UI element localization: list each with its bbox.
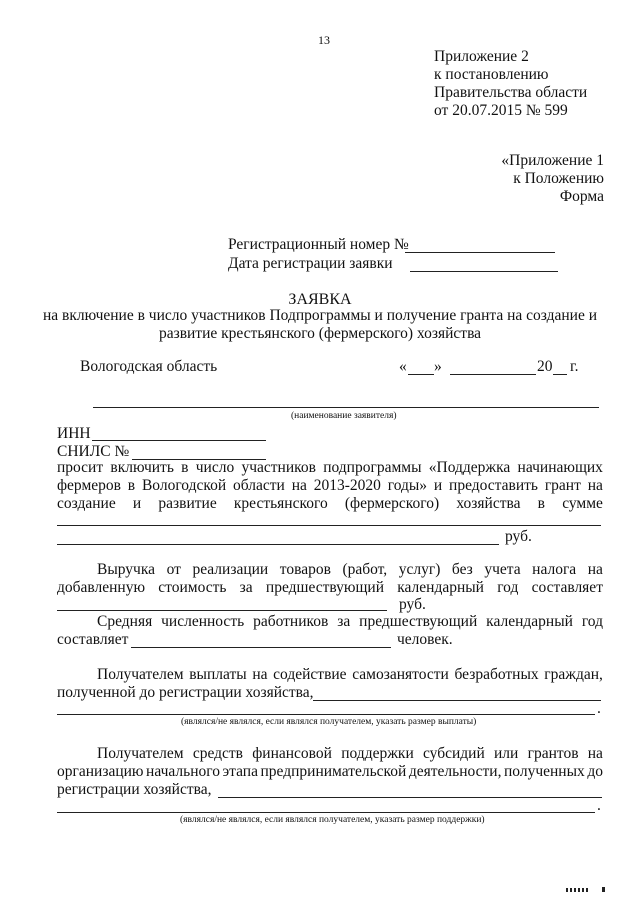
appendix-line-3: Правительства области: [434, 84, 588, 101]
word: без: [451, 561, 473, 578]
word: Получателем: [97, 666, 184, 683]
word: работников: [253, 613, 329, 630]
registration-number-field[interactable]: [405, 252, 555, 253]
word: составляет: [531, 579, 603, 596]
word: Получателем: [97, 745, 184, 762]
word: самозанятости: [352, 666, 449, 683]
employees-line-1: [97, 613, 603, 631]
word: товаров: [279, 561, 331, 578]
revenue-currency: руб.: [399, 596, 426, 613]
word: налога: [532, 561, 577, 578]
year-field[interactable]: [553, 374, 567, 375]
word: на: [587, 745, 603, 762]
registration-number-label: Регистрационный номер №: [228, 236, 409, 253]
revenue-amount-field[interactable]: [57, 610, 387, 611]
revenue-line-2: [57, 579, 603, 597]
support-line-1: [97, 745, 603, 763]
word: области: [233, 477, 285, 494]
word: средств: [192, 745, 243, 762]
support-field-2[interactable]: [57, 812, 595, 813]
word: деятельности,: [408, 763, 502, 780]
date-open-quote: «: [399, 358, 407, 375]
word: численность: [161, 613, 245, 630]
word: начального: [146, 763, 220, 780]
year-suffix: г.: [570, 358, 579, 375]
request-line-2: [57, 477, 603, 495]
sub-appendix-line-1: «Приложение 1: [501, 152, 604, 169]
word: на: [252, 666, 268, 683]
word: подпрограммы: [323, 459, 422, 476]
inn-field[interactable]: [92, 440, 266, 441]
snils-label: СНИЛС №: [57, 443, 130, 460]
word: стоимость: [158, 579, 227, 596]
word: этапа: [222, 763, 258, 780]
registration-date-label: Дата регистрации заявки: [228, 255, 393, 272]
word: грантов: [527, 745, 579, 762]
word: просит: [57, 459, 104, 476]
grant-amount-field-2[interactable]: [57, 544, 499, 545]
form-subtitle-2: развитие крестьянского (фермерского) хозяйства: [158, 325, 482, 342]
support-end-dot: .: [597, 797, 601, 814]
word: 2013-2020: [313, 477, 381, 494]
word: финансовой: [252, 745, 332, 762]
word: выплаты: [189, 666, 247, 683]
registration-date-field[interactable]: [410, 271, 558, 272]
self-employment-field-1[interactable]: [313, 700, 601, 701]
self-employment-line-1: [97, 666, 603, 684]
word: субсидий: [423, 745, 485, 762]
word: реализации: [192, 561, 269, 578]
word: участников: [241, 459, 316, 476]
word: за: [239, 579, 253, 596]
self-employment-label: полученной до регистрации хозяйства,: [57, 684, 314, 701]
word: на: [587, 477, 603, 494]
word: поддержки: [341, 745, 414, 762]
support-label: регистрации хозяйства,: [57, 781, 212, 798]
self-employment-caption: (являлся/не являлся, если являлся получателем, указать размер выплаты): [181, 717, 477, 727]
date-close-quote: »: [434, 358, 442, 375]
word: в: [181, 459, 189, 476]
word: в: [127, 477, 136, 494]
word: на: [587, 561, 603, 578]
form-title: ЗАЯВКА: [288, 291, 352, 308]
support-line-2: [57, 763, 603, 781]
word: содействие: [273, 666, 347, 683]
word: Вологодской: [141, 477, 227, 494]
support-caption: (являлся/не являлся, если являлся получателем, указать размер поддержки): [180, 815, 485, 825]
scan-mark: [566, 888, 590, 892]
sub-appendix-line-3: Форма: [559, 188, 604, 205]
word: безработных: [454, 666, 539, 683]
word: год: [497, 579, 519, 596]
self-employment-field-2[interactable]: [57, 714, 595, 715]
employees-unit: человек.: [397, 631, 453, 648]
word: календарный: [486, 613, 573, 630]
word: (фермерского): [344, 495, 440, 512]
self-employment-end-dot: .: [597, 700, 601, 717]
grant-amount-field-1[interactable]: [57, 525, 601, 526]
word: фермеров: [57, 477, 121, 494]
word: календарный: [397, 579, 484, 596]
appendix-line-1: Приложение 2: [434, 48, 529, 65]
word: предшествующий: [265, 579, 385, 596]
employees-label: составляет: [57, 631, 129, 648]
month-field[interactable]: [450, 374, 536, 375]
word: Средняя: [97, 613, 153, 630]
word: учета: [484, 561, 521, 578]
word: «Поддержка: [428, 459, 511, 476]
word: крестьянского: [233, 495, 328, 512]
word: включить: [110, 459, 174, 476]
word: предпринимательской: [260, 763, 407, 780]
year-prefix: 20: [537, 358, 553, 375]
request-line-1: [57, 459, 603, 477]
employees-count-field[interactable]: [131, 647, 391, 648]
word: развитие: [158, 495, 217, 512]
word: сумме: [562, 495, 603, 512]
word: (работ,: [342, 561, 388, 578]
word: начинающих: [517, 459, 603, 476]
word: до: [587, 763, 603, 780]
word: предоставить: [449, 477, 538, 494]
support-field-1[interactable]: [218, 797, 602, 798]
page-number: 13: [318, 33, 330, 47]
region-label: Вологодская область: [80, 358, 218, 375]
revenue-line-1: [97, 561, 603, 579]
word: создание: [57, 495, 116, 512]
appendix-line-4: от 20.07.2015 № 599: [434, 102, 568, 119]
word: грант: [544, 477, 581, 494]
word: граждан,: [544, 666, 603, 683]
word: добавленную: [57, 579, 146, 596]
word: и: [132, 495, 142, 512]
applicant-name-caption: (наименование заявителя): [291, 411, 397, 421]
word: организацию: [57, 763, 144, 780]
inn-label: ИНН: [57, 425, 91, 442]
word: и: [433, 477, 443, 494]
word: услуг): [398, 561, 441, 578]
word: на: [291, 477, 307, 494]
word: год: [581, 613, 603, 630]
word: в: [537, 495, 545, 512]
request-line-3: [57, 495, 603, 513]
word: число: [195, 459, 235, 476]
scan-mark-dot: [602, 887, 605, 892]
word: годы»: [387, 477, 428, 494]
word: Выручка: [97, 561, 156, 578]
grant-currency: руб.: [505, 528, 532, 545]
appendix-line-2: к постановлению: [434, 66, 549, 83]
applicant-name-field[interactable]: [93, 407, 599, 408]
word: или: [494, 745, 519, 762]
word: предшествующий: [359, 613, 478, 630]
word: от: [166, 561, 181, 578]
form-subtitle-1: на включение в число участников Подпрограммы и получение гранта на создание и: [42, 307, 598, 324]
word: хозяйства: [456, 495, 521, 512]
sub-appendix-line-2: к Положению: [513, 170, 604, 187]
word: за: [337, 613, 351, 630]
word: полученных: [504, 763, 585, 780]
day-field[interactable]: [408, 374, 434, 375]
